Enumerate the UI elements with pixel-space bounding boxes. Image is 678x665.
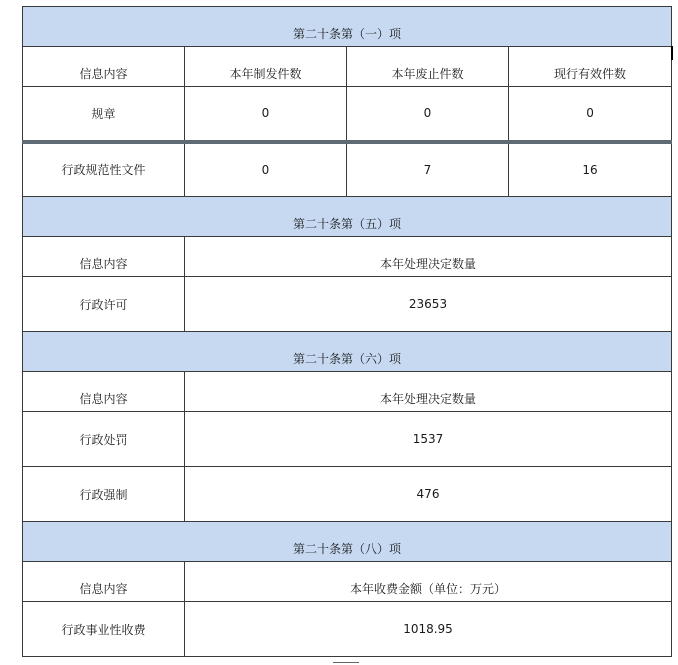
column-header-info: 信息内容 bbox=[23, 372, 185, 412]
section-header-row bbox=[23, 7, 672, 47]
row-label: 行政强制 bbox=[23, 467, 185, 522]
column-header-row bbox=[23, 237, 672, 277]
page-edge-mark bbox=[333, 662, 359, 663]
column-header-issued: 本年制发件数 bbox=[185, 47, 347, 87]
table-row bbox=[23, 412, 672, 467]
section-header-row bbox=[23, 522, 672, 562]
section-title: 第二十条第（六）项 bbox=[23, 332, 672, 372]
cell-count: 1537 bbox=[185, 412, 672, 467]
column-header-info: 信息内容 bbox=[23, 47, 185, 87]
column-header-row bbox=[23, 47, 672, 87]
row-label: 规章 bbox=[23, 87, 185, 142]
column-header-info: 信息内容 bbox=[23, 237, 185, 277]
column-header-count: 本年处理决定数量 bbox=[185, 237, 672, 277]
table-row bbox=[23, 87, 672, 142]
cell-effective: 16 bbox=[509, 142, 672, 197]
cell-issued: 0 bbox=[185, 87, 347, 142]
column-header-effective: 现行有效件数 bbox=[509, 47, 672, 87]
section-title: 第二十条第（五）项 bbox=[23, 197, 672, 237]
disclosure-table bbox=[22, 6, 672, 657]
table-row bbox=[23, 602, 672, 657]
table-row bbox=[23, 277, 672, 332]
section-title: 第二十条第（一）项 bbox=[23, 7, 672, 47]
column-header-abolished: 本年废止件数 bbox=[347, 47, 509, 87]
cell-issued: 0 bbox=[185, 142, 347, 197]
section-header-row bbox=[23, 197, 672, 237]
row-label: 行政许可 bbox=[23, 277, 185, 332]
cell-abolished: 0 bbox=[347, 87, 509, 142]
text-cursor-mark bbox=[671, 46, 673, 60]
table-row bbox=[23, 467, 672, 522]
section-title: 第二十条第（八）项 bbox=[23, 522, 672, 562]
row-label: 行政规范性文件 bbox=[23, 142, 185, 197]
row-label: 行政事业性收费 bbox=[23, 602, 185, 657]
column-header-count: 本年处理决定数量 bbox=[185, 372, 672, 412]
cell-count: 23653 bbox=[185, 277, 672, 332]
cell-amount: 1018.95 bbox=[185, 602, 672, 657]
row-label: 行政处罚 bbox=[23, 412, 185, 467]
column-header-info: 信息内容 bbox=[23, 562, 185, 602]
column-header-row bbox=[23, 372, 672, 412]
cell-effective: 0 bbox=[509, 87, 672, 142]
column-header-row bbox=[23, 562, 672, 602]
cell-count: 476 bbox=[185, 467, 672, 522]
column-header-amount: 本年收费金额（单位：万元） bbox=[185, 562, 672, 602]
table-row bbox=[23, 142, 672, 197]
section-header-row bbox=[23, 332, 672, 372]
cell-abolished: 7 bbox=[347, 142, 509, 197]
